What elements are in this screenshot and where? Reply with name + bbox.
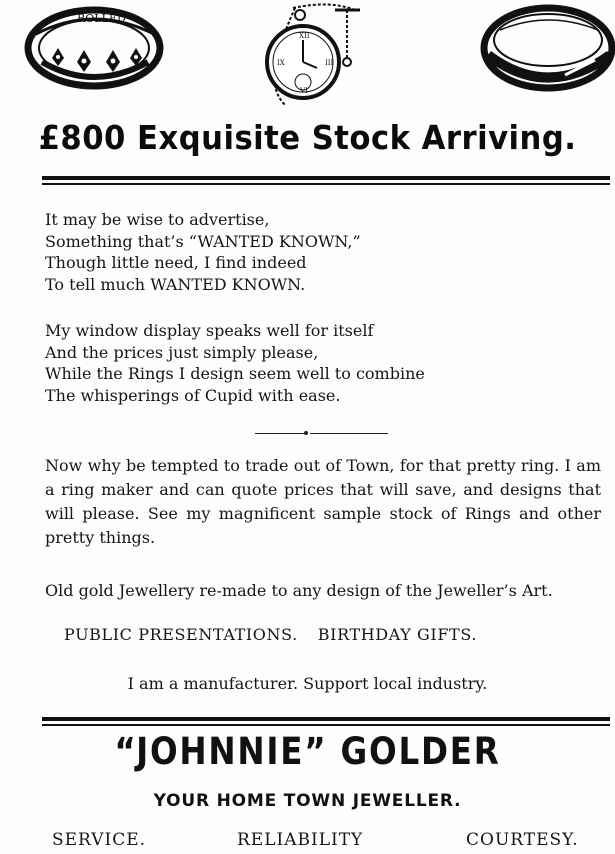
headline: £800 Exquisite Stock Arriving.	[38, 118, 577, 157]
footer-courtesy: COURTESY.	[466, 830, 579, 850]
verse-line: My window display speaks well for itself	[45, 321, 374, 340]
rule-heavy	[42, 176, 610, 180]
footer-reliability: RELIABILITY	[237, 830, 364, 850]
gifts-text: BIRTHDAY GIFTS.	[317, 625, 477, 644]
verse-line: The whisperings of Cupid with ease.	[45, 385, 341, 405]
section-divider	[310, 433, 388, 434]
verse-line: Something that’s “WANTED KNOWN,”	[45, 231, 361, 251]
verse-line: And the prices just simply please,	[45, 342, 319, 362]
verse-line: Though little need, I find indeed	[45, 253, 307, 272]
jeweller-name: “JOHNNIE” GOLDER	[114, 730, 501, 773]
jewelled-ring-illustration	[22, 0, 172, 100]
verse-line: It may be wise to advertise,	[45, 210, 270, 229]
verse-line: To tell much WANTED KNOWN.	[45, 274, 306, 294]
rule-heavy	[42, 717, 610, 721]
sales-paragraph: Now why be tempted to trade out of Town, for that pretty ring. I am a ring maker and can quote prices that will save, and designs that will please. See my magnificent sample stock of Rings and other pretty things.	[45, 456, 601, 547]
svg-text:III: III	[325, 59, 334, 67]
manufacturer-line: I am a manufacturer. Support local industry.	[127, 674, 488, 693]
band-ring-illustration	[470, 0, 615, 100]
verse-two	[45, 320, 585, 406]
svg-text:VI: VI	[300, 87, 308, 95]
section-divider-dot	[304, 431, 308, 435]
presentations-text: PUBLIC PRESENTATIONS.	[64, 625, 298, 644]
tagline: YOUR HOME TOWN JEWELLER.	[153, 791, 462, 811]
svg-text:XII: XII	[299, 32, 310, 40]
section-divider	[255, 433, 305, 434]
pocket-watch-illustration	[255, 0, 405, 110]
rule-light	[42, 724, 610, 726]
remake-paragraph: Old gold Jewellery re-made to any design of the Jeweller’s Art.	[45, 581, 553, 600]
verse-one	[45, 209, 585, 295]
services-line	[64, 625, 604, 644]
svg-text:IX: IX	[277, 59, 285, 67]
svg-text:ROLLED: ROLLED	[77, 12, 126, 25]
rule-light	[42, 183, 610, 185]
footer-service: SERVICE.	[52, 830, 147, 850]
verse-line: While the Rings I design seem well to combine	[45, 364, 425, 383]
